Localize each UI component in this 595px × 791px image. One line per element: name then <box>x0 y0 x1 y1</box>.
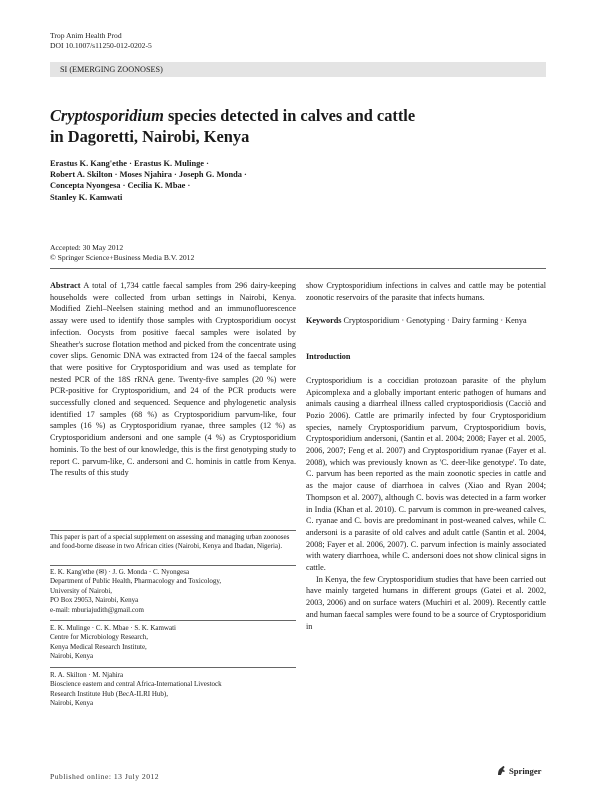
right-column <box>306 280 546 632</box>
springer-horse-icon <box>496 765 506 776</box>
affiliation-line: Department of Public Health, Pharmacology and Toxicology, <box>50 577 222 586</box>
footnote-divider <box>50 620 296 621</box>
author-line: Concepta Nyongesa · Cecilia K. Mbae · <box>50 181 191 191</box>
section-heading-introduction: Introduction <box>306 352 351 362</box>
acceptance-info <box>50 243 194 263</box>
journal-info <box>50 31 152 51</box>
abstract-label: Abstract <box>50 281 81 290</box>
accepted-date: Accepted: 30 May 2012 <box>50 243 124 252</box>
abstract-column <box>50 280 296 528</box>
title-line1-rest: species detected in calves and cattle <box>163 106 416 125</box>
footnote-divider <box>50 667 296 668</box>
affiliation-1 <box>50 568 296 615</box>
abstract-text: A total of 1,734 cattle faecal samples from 296 dairy-keeping households were collected from urban settings in Nairobi, Kenya. Modified Ziehl–Neelsen staining method and an immunofluorescence assay were used to identify those samples with Cryptosporidium oocyst infection. Oocysts from positive faecal samples were isolated by Sheather's sucrose flotation method and picked from the concentrate using cover slips. Genomic DNA was extracted from 124 of the faecal samples that were positive for Cryptosporidium and was used as template for nested PCR of the 18S rRNA gene. Twenty-five samples (20 %) were PCR-positive for Cryptosporidium, and 24 of the PCR products were successfully cloned and sequenced. Sequence and phylogenetic analysis identified 17 samples (68 %) as Cryptosporidium parvum-like, four samples (16 %) as Cryptosporidium ryanae, three samples (12 %) as Cryptosporidium andersoni and one sample (4 %) as Cryptosporidium hominis. To the best of our knowledge, this is the first genotyping study to report C. parvum-like, C. andersoni and C. hominis in cattle from Kenya. The results of this study <box>50 281 296 478</box>
publisher-name: Springer <box>509 766 542 776</box>
author-line: Stanley K. Kamwati <box>50 192 123 202</box>
paper-title <box>50 105 546 147</box>
affiliation-line: R. A. Skilton · M. Njahira <box>50 671 124 679</box>
keywords-text: Cryptosporidium · Genotyping · Dairy farming · Kenya <box>343 316 527 326</box>
journal-name: Trop Anim Health Prod <box>50 31 122 40</box>
footnote-divider <box>50 530 296 531</box>
footnote-divider <box>50 565 296 566</box>
abstract-continuation: show Cryptosporidium infections in calves and cattle may be potential zoonotic reservoirs of the parasite that infects humans. <box>306 281 546 302</box>
supplement-note: This paper is part of a special supplement on assessing and managing urban zoonoses and food-borne disease in two African cities (Nairobi, Kenya and Ibadan, Nigeria). <box>50 533 290 551</box>
keywords <box>306 315 546 327</box>
intro-paragraph-1: Cryptosporidium is a coccidian protozoan parasite of the phylum Apicomplexa and a globally important enteric pathogen of humans and animals causing a diarrheal illness called cryptosporidiosis (Cacciò and Pozio 2006). Cattle are primarily infected by four Cryptosporidium species, namely Cryptosporidium parvum, Cryptosporidium bovis, Cryptosporidium andersoni, (Santin et al. 2004; 2008; Fayer et al. 2005, 2006, 2007; Feng et al. 2007) and Cryptosporidium ryanae (Fayer et al. 2008), which was previously known as 'C. deer-like genotype'. To date, C. parvum has been reported as the main zoonotic species in cattle and as the major cause of diarrhoea in calves (Xiao and Ryan 2004; Thompson et al. 2007), although C. bovis was detected in a farm worker in India (Khan et al. 2010). C. parvum is common in pre-weaned calves, C. ryanae and C. bovis are predominant in post-weaned calves, while C. andersoni is a parasite of old calves and adult cattle (Santin et al. 2004, 2008; Fayer et al. 2006, 2007). C. parvum infection is mainly associated with watery diarrhoea, while C. andersoni does not show clinical signs in cattle. <box>306 375 546 573</box>
affiliation-line: Bioscience eastern and central Africa-International Livestock <box>50 680 222 689</box>
author-list <box>50 158 350 203</box>
abstract <box>50 280 296 479</box>
author-email[interactable]: e-mail: mburiajudith@gmail.com <box>50 605 144 614</box>
affiliation-line: Centre for Microbiology Research, <box>50 633 148 642</box>
doi: DOI 10.1007/s11250-012-0202-5 <box>50 41 152 50</box>
affiliation-line: Nairobi, Kenya <box>50 652 94 661</box>
affiliation-line: E. K. Kang'ethe (✉) · J. G. Monda · C. Nyongesa <box>50 568 190 576</box>
title-line2: in Dagoretti, Nairobi, Kenya <box>50 127 250 146</box>
header-divider <box>50 268 546 269</box>
affiliation-line: Nairobi, Kenya <box>50 699 94 708</box>
title-italic: Cryptosporidium <box>50 106 164 125</box>
affiliation-line: PO Box 29053, Nairobi, Kenya <box>50 596 139 605</box>
author-line: Erastus K. Kang'ethe · Erastus K. Mulinge · <box>50 159 209 168</box>
publisher-logo <box>496 765 541 777</box>
copyright: © Springer Science+Business Media B.V. 2012 <box>50 253 195 262</box>
affiliation-line: University of Nairobi, <box>50 586 113 595</box>
section-banner: SI (EMERGING ZOONOSES) <box>50 62 546 77</box>
keywords-label: Keywords <box>306 316 342 326</box>
intro-paragraph-2: In Kenya, the few Cryptosporidium studies that have been carried out have mainly targeted humans in different groups (Gatei et al. 2002, 2003, 2006) and on surface waters (Muchiri et al. 2009). Recently cattle and human faecal samples were found to be a source of Cryptosporidium in <box>306 574 546 631</box>
affiliation-2 <box>50 624 296 662</box>
published-online: Published online: 13 July 2012 <box>50 772 160 781</box>
affiliation-line: Research Institute Hub (BecA-ILRI Hub), <box>50 689 168 698</box>
author-line: Robert A. Skilton · Moses Njahira · Joseph G. Monda · <box>50 170 247 180</box>
affiliation-line: Kenya Medical Research Institute, <box>50 642 147 651</box>
affiliation-3 <box>50 671 296 709</box>
affiliation-line: E. K. Mulinge · C. K. Mbae · S. K. Kamwati <box>50 624 176 632</box>
